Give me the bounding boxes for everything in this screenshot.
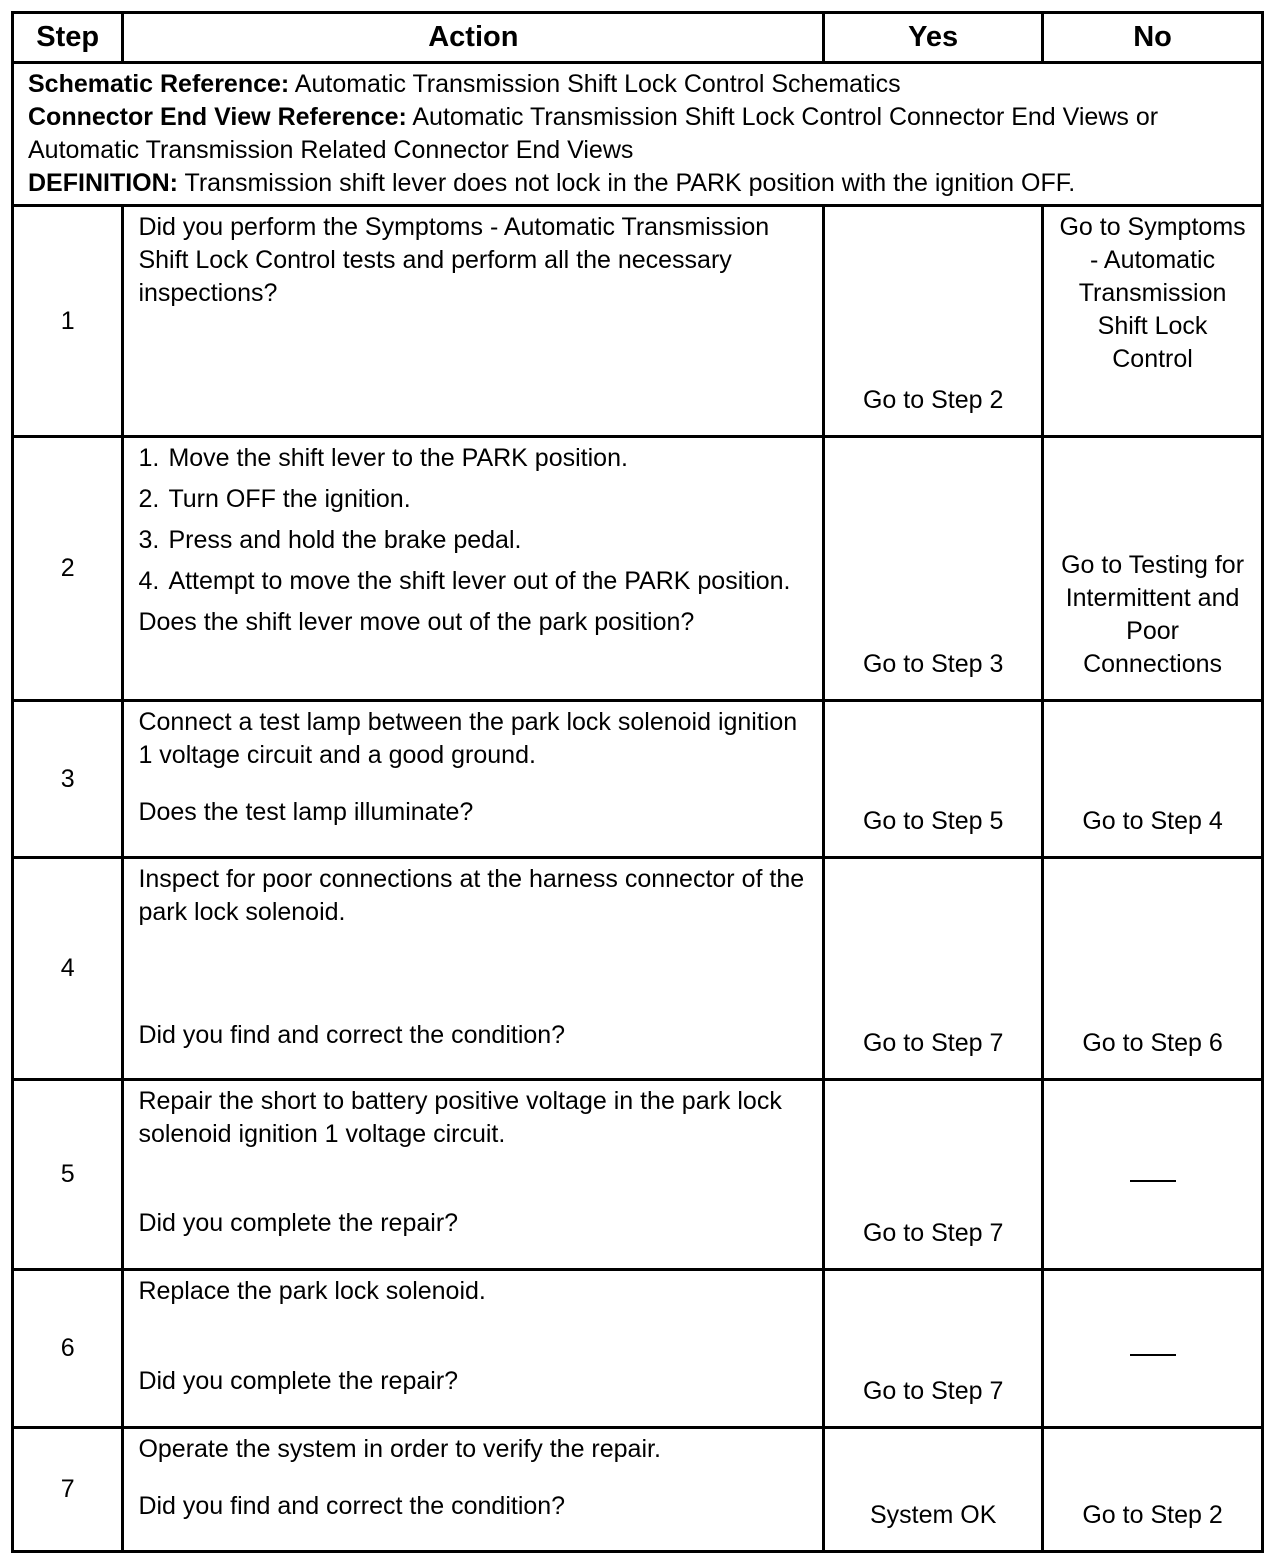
no-cell: Go to Step 2 xyxy=(1043,1428,1263,1552)
action-cell xyxy=(123,206,824,437)
table-row xyxy=(13,701,1263,858)
step-number: 6 xyxy=(13,1270,123,1428)
table-row xyxy=(13,437,1263,701)
question-text: Did you find and correct the condition? xyxy=(138,1492,566,1520)
definition-text: Transmission shift lever does not lock in the PARK position with the ignition OFF. xyxy=(178,169,1076,197)
action-cell xyxy=(123,1080,824,1270)
connector-reference-text: Automatic Transmission Shift Lock Control Connector End Views or Automatic Transmission Related Connector End Views xyxy=(28,103,1159,164)
no-cell: Go to Step 6 xyxy=(1043,858,1263,1080)
list-item xyxy=(138,442,808,475)
action-cell xyxy=(123,1428,824,1552)
list-item xyxy=(138,483,808,516)
yes-cell: Go to Step 7 xyxy=(824,1080,1043,1270)
action-cell xyxy=(123,1270,824,1428)
question-text: Did you complete the repair? xyxy=(138,1209,459,1237)
yes-cell: Go to Step 3 xyxy=(824,437,1043,701)
yes-cell: Go to Step 2 xyxy=(824,206,1043,437)
diagnostic-table xyxy=(11,11,1264,1553)
table-row xyxy=(13,1270,1263,1428)
substep-text: Turn OFF the ignition. xyxy=(168,485,411,513)
schematic-reference xyxy=(28,68,1247,101)
no-cell: Go to Symptoms - Automatic Transmission Shift Lock Control xyxy=(1043,206,1263,437)
question-text: Did you find and correct the condition? xyxy=(138,1021,566,1049)
no-cell xyxy=(1043,1270,1263,1428)
header-row xyxy=(13,13,1263,63)
action-text: Did you perform the Symptoms - Automatic Transmission Shift Lock Control tests and perform all the necessary inspections? xyxy=(138,213,770,307)
step-number: 1 xyxy=(13,206,123,437)
table-row xyxy=(13,1428,1263,1552)
connector-reference xyxy=(28,101,1247,167)
connector-reference-label: Connector End View Reference: xyxy=(28,103,407,131)
step-number: 4 xyxy=(13,858,123,1080)
definition xyxy=(28,167,1247,200)
action-text: Replace the park lock solenoid. xyxy=(138,1277,486,1305)
list-item xyxy=(138,565,808,598)
action-text: Inspect for poor connections at the harness connector of the park lock solenoid. xyxy=(138,865,805,926)
substep-text: Move the shift lever to the PARK position. xyxy=(168,444,628,472)
header-no: No xyxy=(1043,13,1263,63)
question-text: Does the test lamp illuminate? xyxy=(138,798,474,826)
no-cell: Go to Testing for Intermittent and Poor Connections xyxy=(1043,437,1263,701)
substep-number: 4. xyxy=(138,567,160,595)
reference-cell xyxy=(13,63,1263,206)
yes-cell: System OK xyxy=(824,1428,1043,1552)
action-cell xyxy=(123,701,824,858)
no-cell xyxy=(1043,1080,1263,1270)
header-step: Step xyxy=(13,13,123,63)
dash-mark xyxy=(1130,1180,1176,1182)
dash-mark xyxy=(1130,1354,1176,1356)
action-cell xyxy=(123,437,824,701)
table-row xyxy=(13,1080,1263,1270)
yes-cell: Go to Step 7 xyxy=(824,858,1043,1080)
yes-cell: Go to Step 7 xyxy=(824,1270,1043,1428)
table-row xyxy=(13,206,1263,437)
definition-label: DEFINITION: xyxy=(28,169,178,197)
action-cell xyxy=(123,858,824,1080)
question-text: Does the shift lever move out of the park position? xyxy=(138,608,695,636)
header-yes: Yes xyxy=(824,13,1043,63)
step-number: 5 xyxy=(13,1080,123,1270)
schematic-reference-text: Automatic Transmission Shift Lock Control Schematics xyxy=(289,70,901,98)
no-cell: Go to Step 4 xyxy=(1043,701,1263,858)
yes-cell: Go to Step 5 xyxy=(824,701,1043,858)
action-text: Operate the system in order to verify the repair. xyxy=(138,1435,661,1463)
reference-row xyxy=(13,63,1263,206)
action-text: Connect a test lamp between the park lock solenoid ignition 1 voltage circuit and a good ground. xyxy=(138,708,798,769)
substep-text: Attempt to move the shift lever out of the PARK position. xyxy=(168,567,791,595)
substep-number: 1. xyxy=(138,444,160,472)
question-text: Did you complete the repair? xyxy=(138,1367,459,1395)
step-number: 7 xyxy=(13,1428,123,1552)
action-text: Repair the short to battery positive voltage in the park lock solenoid ignition 1 voltage circuit. xyxy=(138,1087,782,1148)
table-row xyxy=(13,858,1263,1080)
schematic-reference-label: Schematic Reference: xyxy=(28,70,290,98)
list-item xyxy=(138,524,808,557)
step-number: 3 xyxy=(13,701,123,858)
substep-text: Press and hold the brake pedal. xyxy=(168,526,522,554)
step-number: 2 xyxy=(13,437,123,701)
substep-number: 2. xyxy=(138,485,160,513)
substep-list xyxy=(138,442,808,598)
substep-number: 3. xyxy=(138,526,160,554)
header-action: Action xyxy=(123,13,824,63)
